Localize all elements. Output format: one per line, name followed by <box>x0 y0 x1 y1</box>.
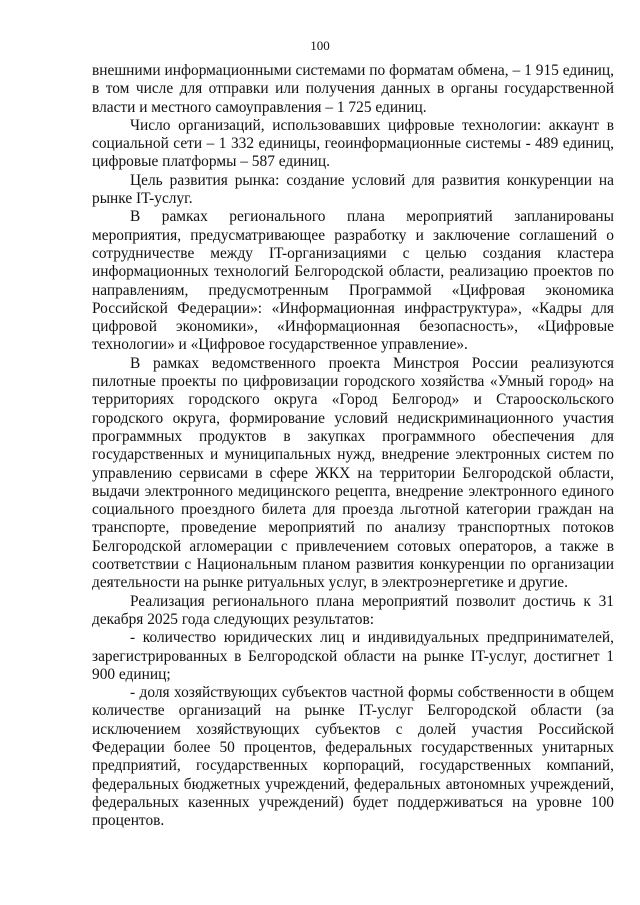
paragraph-minstroy-project: В рамках ведомственного проекта Минстроя России реализуются пилотные проекты по цифровизации городского хозяйства «Умный город» на территориях городского округа «Город Белгород» и Старооскольского городского округа, формирование условий недискриминационного участия программных продуктов в закупках программного обеспечения для государственных и муниципальных нужд, внедрение электронных систем по управлению сервисами в сфере ЖКХ на территории Белгородской области, выдачи электронного медицинского рецепта, внедрение электронного единого социального проездного билета для проезда льготной категории граждан на транспорте, проведение мероприятий по анализу транспортных потоков Белгородской агломерации с привлечением сотовых операторов, а также в соответствии с Национальным планом развития конкуренции по организации деятельности на рынке ритуальных услуг, в электроэнергетике и другие. <box>92 354 614 592</box>
list-item-private-share: - доля хозяйствующих субъектов частной формы собственности в общем количестве организаций на рынке IT-услуг Белгородской области (за исключением хозяйствующих субъектов с долей участия Российской Федерации более 50 процентов, федеральных государственных унитарных предприятий, государственных корпораций, государственных компаний, федеральных бюджетных учреждений, федеральных автономных учреждений, федеральных казенных учреждений) будет поддерживаться на уровне 100 процентов. <box>92 684 614 830</box>
list-item-entities-count: - количество юридических лиц и индивидуальных предпринимателей, зарегистрированных в Белгородской области на рынке IT-услуг, достигнет 1 900 единиц; <box>92 629 614 683</box>
paragraph-results-intro: Реализация регионального плана мероприятий позволит достичь к 31 декабря 2025 года следующих результатов: <box>92 592 614 628</box>
document-body <box>92 62 614 830</box>
paragraph-regional-plan: В рамках регионального плана мероприятий запланированы мероприятия, предусматривающее разработку и заключение соглашений о сотрудничестве между IT-организациями с целью создания кластера информационных технологий Белгородской области, реализацию проектов по направлениям, предусмотренным Программой «Цифровая экономика Российской Федерации»: «Информационная инфраструктура», «Кадры для цифровой экономики», «Информационная безопасность», «Цифровые технологии» и «Цифровое государственное управление». <box>92 208 614 354</box>
page-number: 100 <box>310 38 330 53</box>
paragraph-market-goal: Цель развития рынка: создание условий для развития конкуренции на рынке IT-услуг. <box>92 171 614 208</box>
paragraph-digital-tech: Число организаций, использовавших цифровые технологии: аккаунт в социальной сети – 1 332 единицы, геоинформационные системы - 489 единиц, цифровые платформы – 587 единиц. <box>92 116 614 171</box>
paragraph-continuation: внешними информационными системами по форматам обмена, – 1 915 единиц, в том числе для отправки или получения данных в органы государственной власти и местного самоуправления – 1 725 единиц. <box>92 62 614 116</box>
